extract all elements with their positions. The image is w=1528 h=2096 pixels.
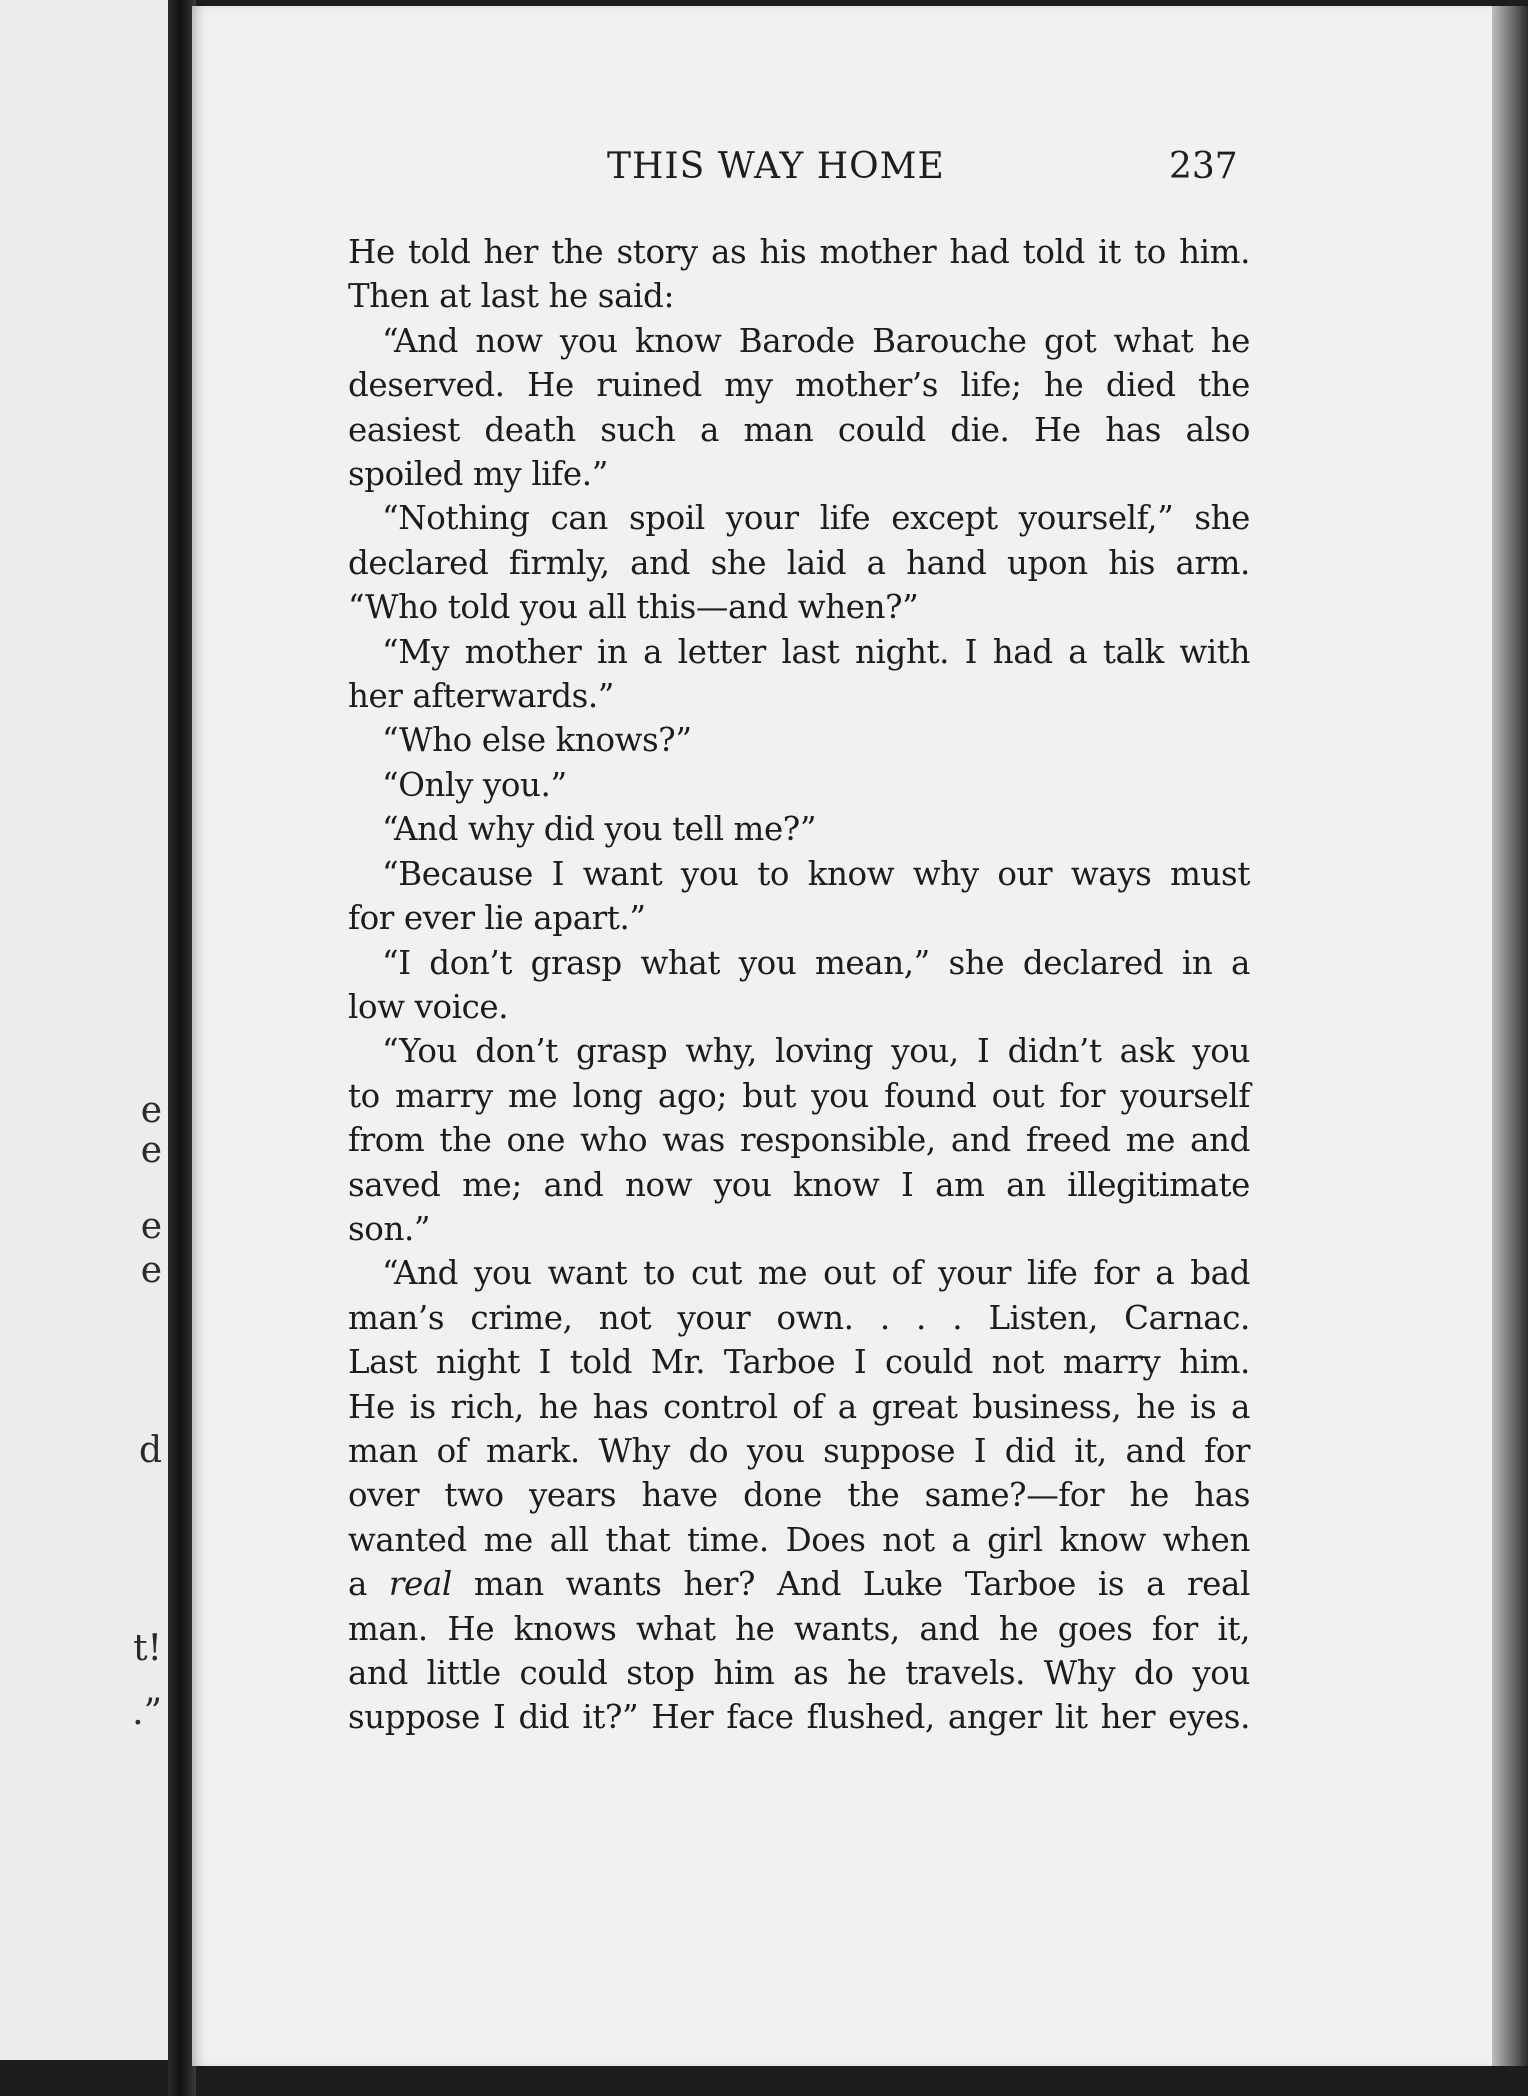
text-line: for ever lie apart.” <box>348 899 646 938</box>
text-line: “Who told you all this—and when?” <box>348 588 919 627</box>
body-text <box>348 230 1250 1740</box>
text-line: son.” <box>348 1209 431 1248</box>
text-line: and little could stop him as he travels. Why do you <box>348 1654 1250 1692</box>
text-line: “You don’t grasp why, loving you, I didn’t ask you <box>382 1032 1250 1071</box>
italic-word: real <box>388 1565 452 1604</box>
text-line: her afterwards.” <box>348 677 615 716</box>
left-page <box>0 0 172 2060</box>
text-line <box>348 1562 1250 1606</box>
page-edge <box>1492 6 1528 2066</box>
text-line: “I don’t grasp what you mean,” she declared in a <box>382 943 1250 982</box>
text-line: man’s crime, not your own. . . . Listen, Carnac. <box>348 1298 1250 1337</box>
text-line: from the one who was responsible, and freed me and <box>348 1121 1250 1160</box>
text-line: “Nothing can spoil your life except yourself,” she <box>382 499 1250 538</box>
left-page-fragment: d <box>138 1430 162 1471</box>
left-page-fragment: e <box>140 1206 162 1247</box>
text-line: suppose I did it?” Her face flushed, anger lit her eyes. <box>348 1698 1250 1737</box>
text-line: saved me; and now you know I am an illegitimate <box>348 1165 1250 1204</box>
text-line: “My mother in a letter last night. I had a talk with <box>382 632 1250 671</box>
text-line: easiest death such a man could die. He has also <box>348 410 1250 449</box>
page-number: 237 <box>1169 146 1238 187</box>
text-line: “Who else knows?” <box>382 721 692 760</box>
text-line: He told her the story as his mother had told it to him. <box>348 233 1250 271</box>
text-line: over two years have done the same?—for he has <box>348 1476 1250 1515</box>
text-line: man of mark. Why do you suppose I did it, and for <box>348 1431 1250 1470</box>
text-line: to marry me long ago; but you found out for yourself <box>348 1076 1250 1115</box>
text-line: He is rich, he has control of a great business, he is a <box>348 1387 1250 1426</box>
text-line: man. He knows what he wants, and he goes for it, <box>348 1609 1250 1648</box>
text-line: deserved. He ruined my mother’s life; he died the <box>348 366 1250 405</box>
text-line: declared firmly, and she laid a hand upon his arm. <box>348 543 1250 582</box>
left-page-fragment: t! <box>133 1628 162 1669</box>
text-fragment: a <box>348 1565 389 1604</box>
left-page-fragment: .” <box>132 1692 162 1733</box>
text-fragment: man wants her? And Luke Tarboe is a real <box>451 1565 1250 1604</box>
left-page-fragment: e <box>140 1130 162 1171</box>
left-page-fragment: e <box>140 1250 162 1291</box>
text-line: Last night I told Mr. Tarboe I could not marry him. <box>348 1343 1250 1382</box>
left-page-fragment: e <box>140 1090 162 1131</box>
text-line: spoiled my life.” <box>348 455 608 494</box>
page-header <box>192 146 1492 196</box>
text-line: Then at last he said: <box>348 277 675 316</box>
text-line: “Only you.” <box>382 765 567 804</box>
text-line: “And why did you tell me?” <box>382 810 817 849</box>
text-line: wanted me all that time. Does not a girl know when <box>348 1520 1250 1559</box>
text-line: “And you want to cut me out of your life for a bad <box>382 1254 1250 1293</box>
text-line: “Because I want you to know why our ways must <box>382 854 1250 893</box>
running-head: THIS WAY HOME <box>607 146 945 187</box>
text-line: low voice. <box>348 987 509 1026</box>
text-line: “And now you know Barode Barouche got what he <box>382 321 1250 360</box>
